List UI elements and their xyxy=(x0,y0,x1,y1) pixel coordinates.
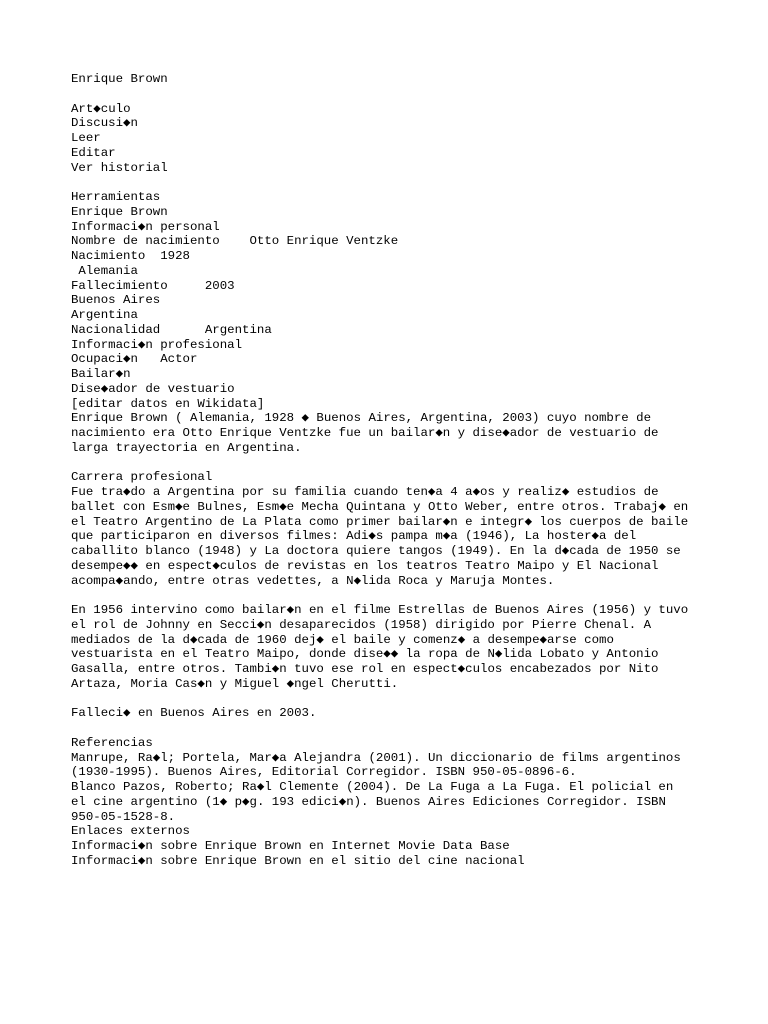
tab-article[interactable]: Art◆culo xyxy=(71,101,131,116)
infobox-nationality: Nacionalidad Argentina xyxy=(71,322,272,337)
intro-line: larga trayectoria en Argentina. xyxy=(71,440,302,455)
career-p1-line: desempe◆◆ en espect◆culos de revistas en los teatros Teatro Maipo y El Nacional xyxy=(71,558,659,573)
reference-line: el cine argentino (1◆ p◆g. 193 edici◆n). Buenos Aires Ediciones Corregidor. ISBN xyxy=(71,794,666,809)
career-p1-line: que participaron en diversos filmes: Adi◆s pampa m◆a (1946), La hoster◆a del xyxy=(71,529,637,544)
document-page xyxy=(71,72,711,869)
reference-line: (1930-1995). Buenos Aires, Editorial Corregidor. ISBN 950-05-0896-6. xyxy=(71,765,577,780)
career-p1-line: caballito blanco (1948) y La doctora quiere tangos (1949). En la d◆cada de 1950 se xyxy=(71,544,681,558)
tools-menu[interactable]: Herramientas xyxy=(71,190,161,204)
reference-line: 950-05-1528-8. xyxy=(71,809,176,824)
spacer xyxy=(71,588,711,603)
reference-line: Manrupe, Ra◆l; Portela, Mar◆a Alejandra (2001). Un diccionario de films argentinos xyxy=(71,750,681,765)
infobox-birth-place[interactable]: Alemania xyxy=(71,263,138,278)
career-p2-line: Artaza, Moria Cas◆n y Miguel ◆ngel Cherutti. xyxy=(71,676,399,691)
spacer xyxy=(71,692,711,707)
career-p2-line: mediados de la d◆cada de 1960 dej◆ el baile y comenz◆ a desempe◆arse como xyxy=(71,632,614,647)
infobox-birth-name: Nombre de nacimiento Otto Enrique Ventzke xyxy=(71,234,399,249)
wikidata-edit-link[interactable]: [editar datos en Wikidata] xyxy=(71,396,265,411)
spacer xyxy=(71,87,711,102)
infobox-death-city[interactable]: Buenos Aires xyxy=(71,293,161,308)
external-links-heading: Enlaces externos xyxy=(71,824,190,839)
tab-discussion[interactable]: Discusi◆n xyxy=(71,116,138,131)
intro-line: Enrique Brown ( Alemania, 1928 ◆ Buenos Aires, Argentina, 2003) cuyo nombre de xyxy=(71,411,652,426)
infobox-professional-header: Informaci◆n profesional xyxy=(71,337,243,352)
infobox-occupation-designer: Dise◆ador de vestuario xyxy=(71,381,235,396)
references-heading: Referencias xyxy=(71,735,153,750)
career-p2-line: Gasalla, entre otros. Tambi◆n tuvo ese rol en espect◆culos encabezados por Nito xyxy=(71,662,659,676)
infobox-occupation: Ocupaci◆n Actor xyxy=(71,352,198,367)
infobox-occupation-dancer: Bailar◆n xyxy=(71,367,131,381)
infobox-death-country[interactable]: Argentina xyxy=(71,308,138,322)
spacer xyxy=(71,456,711,471)
tab-read[interactable]: Leer xyxy=(71,131,101,145)
external-link-cine-nacional[interactable]: Informaci◆n sobre Enrique Brown en el sitio del cine nacional xyxy=(71,853,525,868)
infobox-personal-header: Informaci◆n personal xyxy=(71,219,220,234)
spacer xyxy=(71,175,711,190)
career-p2-line: el rol de Johnny en Secci◆n desaparecidos (1958) dirigido por Pierre Chenal. A xyxy=(71,617,652,632)
infobox-birth: Nacimiento 1928 xyxy=(71,249,190,263)
career-heading: Carrera profesional xyxy=(71,470,213,485)
infobox-death: Fallecimiento 2003 xyxy=(71,278,235,293)
career-p1-line: el Teatro Argentino de La Plata como primer bailar◆n e integr◆ los cuerpos de baile xyxy=(71,514,689,529)
infobox-title: Enrique Brown xyxy=(71,204,168,219)
career-p3: Falleci◆ en Buenos Aires en 2003. xyxy=(71,706,317,721)
intro-line: nacimiento era Otto Enrique Ventzke fue un bailar◆n y dise◆ador de vestuario de xyxy=(71,426,659,440)
career-p1-line: Fue tra◆do a Argentina por su familia cuando ten◆a 4 a◆os y realiz◆ estudios de xyxy=(71,485,659,499)
career-p1-line: acompa◆ando, entre otras vedettes, a N◆lida Roca y Maruja Montes. xyxy=(71,573,555,588)
spacer xyxy=(71,721,711,736)
tab-edit[interactable]: Editar xyxy=(71,145,116,160)
career-p2-line: vestuarista en el Teatro Maipo, donde dise◆◆ la ropa de N◆lida Lobato y Antonio xyxy=(71,647,659,662)
reference-line: Blanco Pazos, Roberto; Ra◆l Clemente (2004). De La Fuga a La Fuga. El policial en xyxy=(71,780,674,794)
tab-history[interactable]: Ver historial xyxy=(71,160,168,175)
career-p1-line: ballet con Esm◆e Bulnes, Esm◆e Mecha Quintana y Otto Weber, entre otros. Trabaj◆ en xyxy=(71,499,689,514)
career-p2-line: En 1956 intervino como bailar◆n en el filme Estrellas de Buenos Aires (1956) y tuvo xyxy=(71,603,689,617)
page-title: Enrique Brown xyxy=(71,72,168,86)
external-link-imdb[interactable]: Informaci◆n sobre Enrique Brown en Internet Movie Data Base xyxy=(71,839,510,853)
